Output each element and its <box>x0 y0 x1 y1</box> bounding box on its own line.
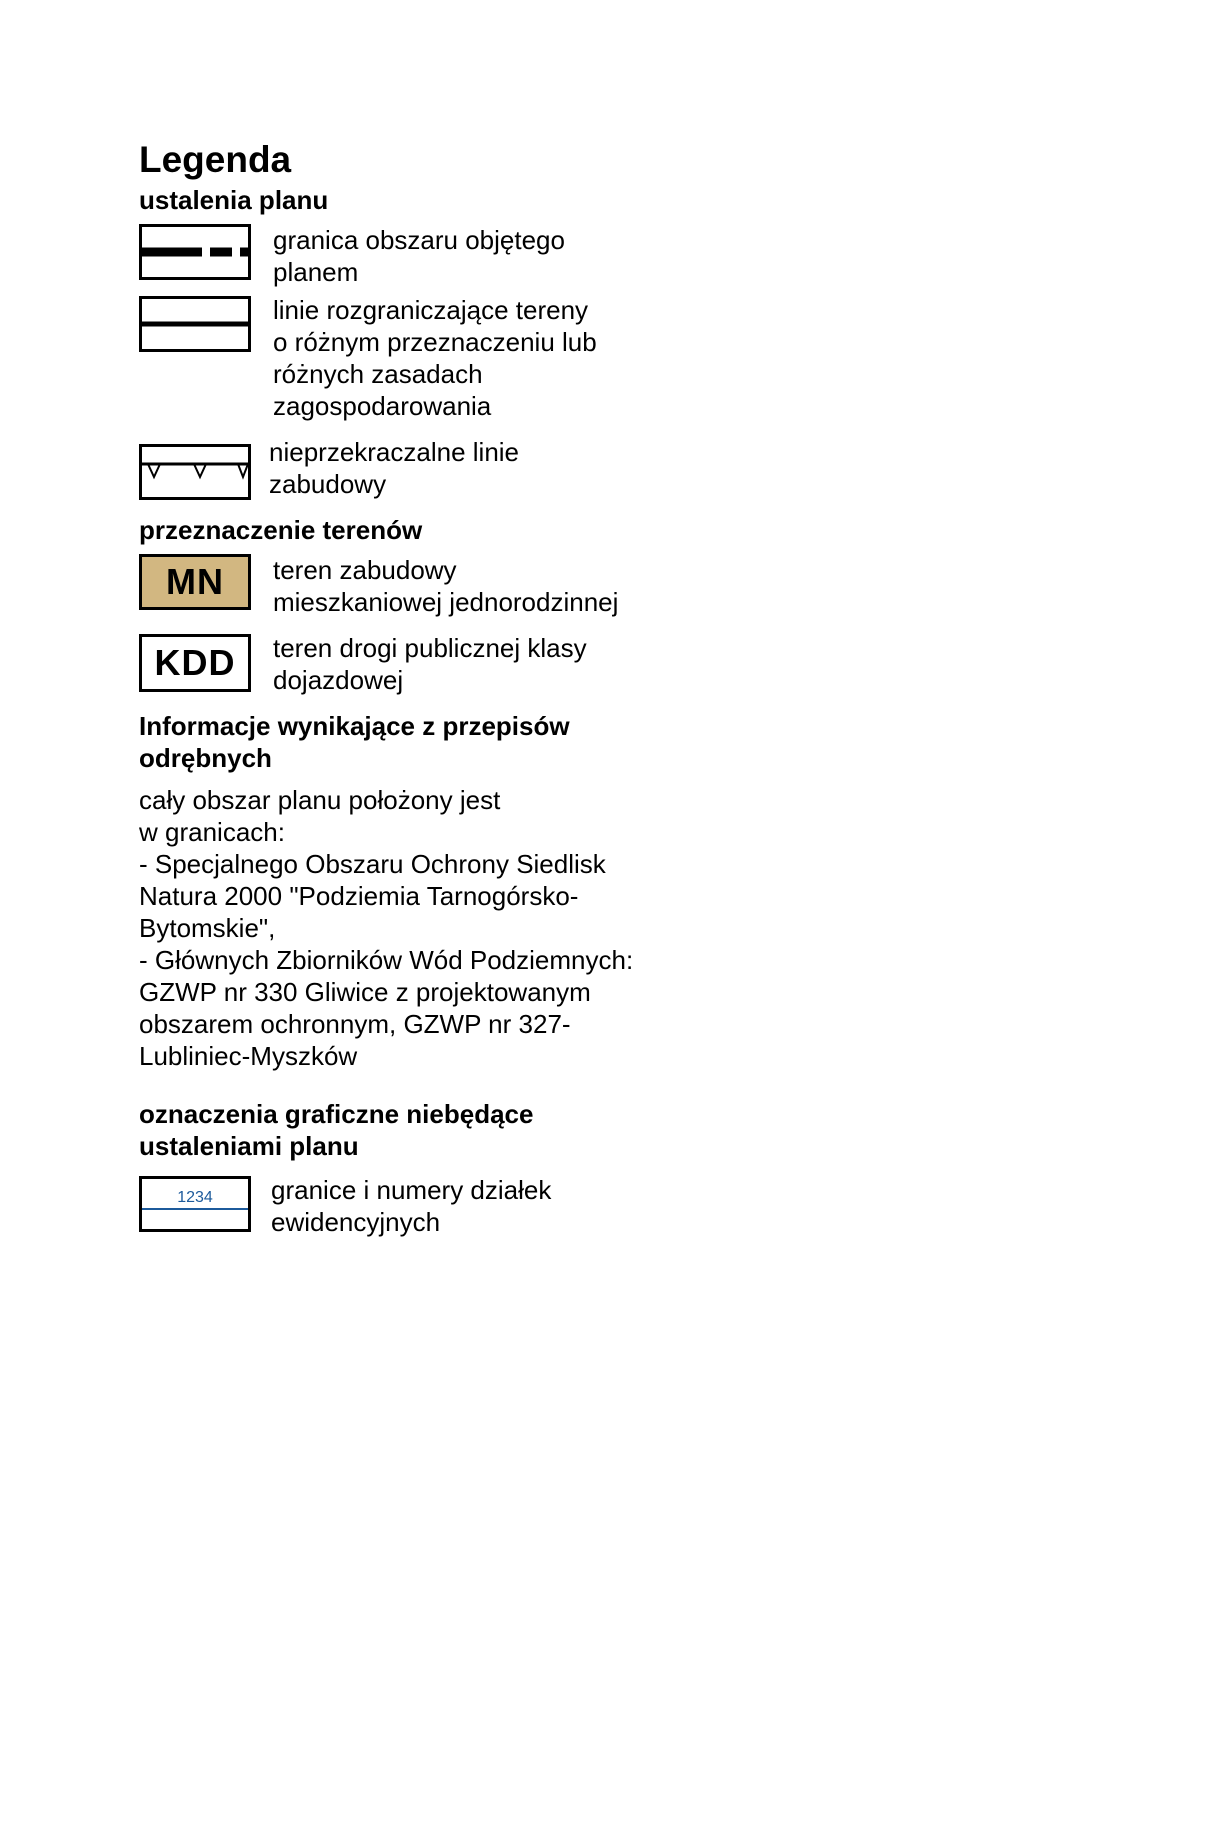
boundary-symbol <box>139 224 251 280</box>
building-lines-symbol <box>139 444 251 500</box>
parcel-symbol <box>139 1176 251 1232</box>
legend-item-boundary <box>139 224 699 288</box>
legend-item-building-lines <box>139 436 699 500</box>
section-purpose-title: przeznaczenie terenów <box>139 515 423 545</box>
dashed-boundary-icon <box>142 227 248 277</box>
lines-desc: linie rozgraniczające tereny o różnym przeznaczeniu lub różnych zasadach zagospodarowania <box>273 295 597 421</box>
parcel-desc: granice i numery działek ewidencyjnych <box>271 1175 552 1237</box>
section-graphic-title: oznaczenia graficzne niebędące ustaleniami planu <box>139 1099 534 1161</box>
legend-item-parcels <box>139 1174 699 1238</box>
parcel-number: 1234 <box>177 1189 213 1206</box>
solid-line-icon <box>142 299 248 349</box>
mn-desc: teren zabudowy mieszkaniowej jednorodzinnej <box>273 555 619 617</box>
mn-code: MN <box>166 561 224 602</box>
boundary-desc: granica obszaru objętego planem <box>273 225 565 287</box>
legend-item-mn <box>139 554 699 618</box>
building-lines-desc: nieprzekraczalne linie zabudowy <box>269 437 520 499</box>
lines-symbol <box>139 296 251 352</box>
info-text: cały obszar planu położony jest w granicach: - Specjalnego Obszaru Ochrony Siedlisk Natura 2000 "Podziemia Tarnogórsko- Bytomskie", - Głównych Zbiorników Wód Podziemnych: GZWP nr 330 Gliwice z projektowanym obszarem ochronnym, GZWP nr 327- Lubliniec-Myszków <box>139 785 634 1071</box>
kdd-code: KDD <box>154 642 236 683</box>
section-info-title: Informacje wynikające z przepisów odrębnych <box>139 711 570 773</box>
kdd-symbol <box>139 634 251 692</box>
legend-item-kdd <box>139 632 699 696</box>
legend-title: Legenda <box>139 139 292 180</box>
legend-panel <box>139 138 699 1238</box>
section-plan-title: ustalenia planu <box>139 185 329 215</box>
kdd-desc: teren drogi publicznej klasy dojazdowej <box>273 633 587 695</box>
triangle-line-icon <box>142 447 248 497</box>
legend-item-lines <box>139 294 699 422</box>
mn-symbol <box>139 554 251 610</box>
